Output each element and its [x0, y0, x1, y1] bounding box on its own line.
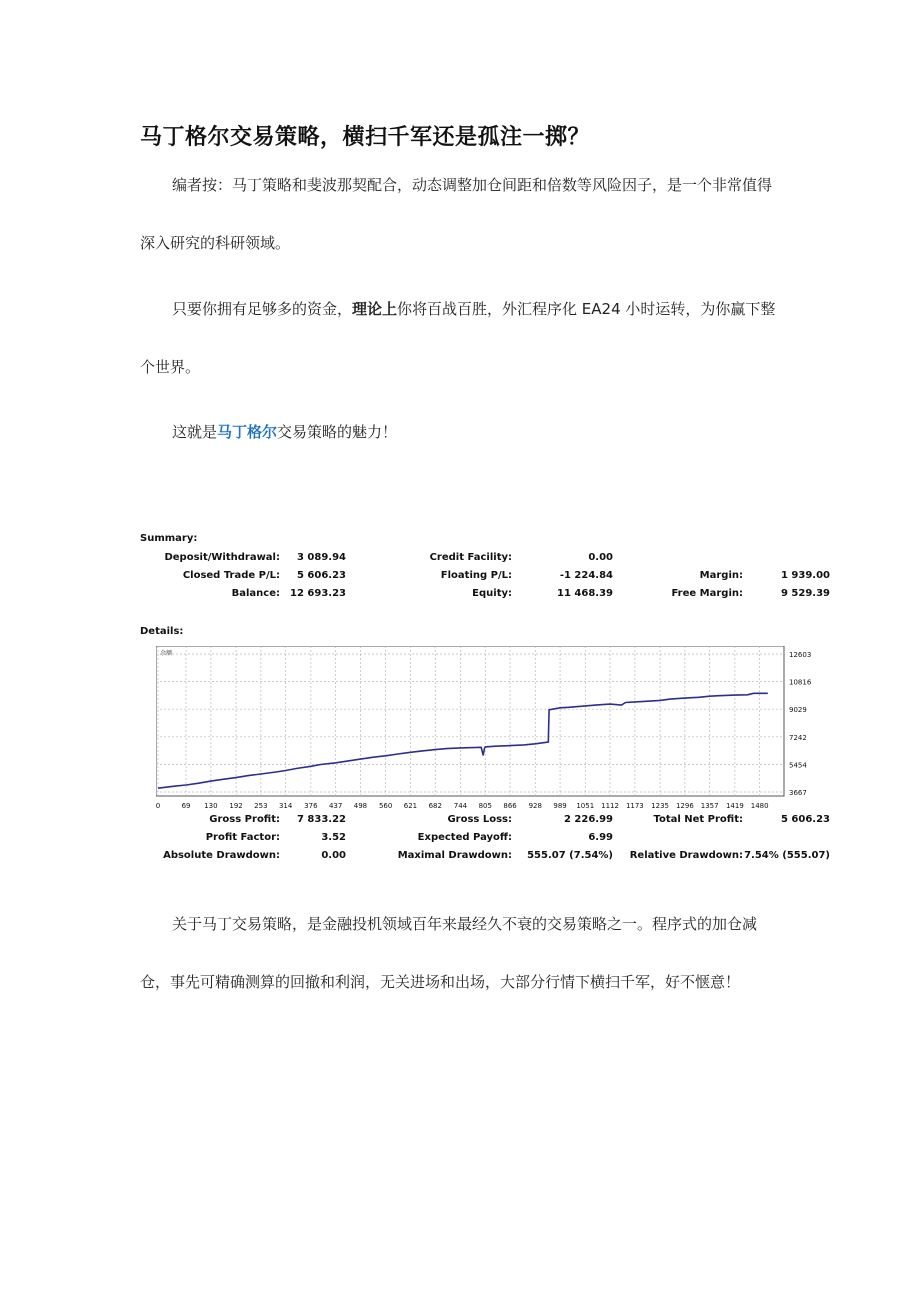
gross-loss-label: Gross Loss:: [447, 814, 512, 825]
plot-frame: [156, 646, 784, 796]
gross-profit-label: Gross Profit:: [209, 814, 280, 825]
x-tick-label: 1173: [625, 802, 644, 810]
y-axis-ticks: [789, 651, 812, 797]
article-title: 马丁格尔交易策略，横扫千军还是孤注一掷？: [140, 125, 591, 150]
balance-chart-svg: [156, 646, 832, 826]
x-tick-label: 1051: [576, 802, 595, 810]
x-tick-label: 1480: [750, 802, 769, 810]
summary-label: Summary:: [140, 533, 198, 544]
deposit-label: Deposit/Withdrawal:: [164, 552, 280, 563]
x-tick-label: 744: [453, 802, 468, 810]
x-tick-label: 682: [428, 802, 442, 810]
strategy-report: [140, 530, 840, 870]
profit-factor-value: 3.52: [321, 832, 346, 843]
free-margin-label: Free Margin:: [671, 588, 743, 599]
x-tick-label: 69: [181, 802, 191, 810]
credit-value: 0.00: [588, 552, 613, 563]
y-tick-label: 9029: [789, 706, 807, 715]
chart-title: 余额: [160, 650, 173, 657]
net-profit-label: Total Net Profit:: [653, 814, 743, 825]
x-tick-label: 1112: [601, 802, 619, 810]
x-tick-label: 130: [204, 802, 218, 810]
y-tick-label: 7242: [789, 733, 807, 742]
x-tick-label: 1296: [675, 802, 694, 810]
y-tick-label: 3667: [789, 789, 807, 797]
balance-value: 12 693.23: [290, 588, 346, 599]
paragraph-conclusion: [140, 895, 780, 1011]
x-tick-label: 1419: [725, 802, 744, 810]
x-tick-label: 314: [278, 802, 293, 810]
paragraph-charm-post: 交易策略的魅力！: [277, 423, 398, 441]
credit-label: Credit Facility:: [429, 552, 512, 563]
paragraph-charm: [140, 403, 780, 461]
x-tick-label: 560: [378, 802, 393, 810]
x-tick-label: 253: [254, 802, 268, 810]
relative-drawdown-label: Relative Drawdown:: [629, 850, 743, 861]
net-profit-value: 5 606.23: [780, 814, 830, 825]
y-tick-label: 10816: [789, 678, 812, 687]
gross-loss-value: 2 226.99: [563, 814, 613, 825]
absolute-drawdown-value: 0.00: [321, 850, 346, 861]
x-axis-ticks: [156, 802, 769, 810]
paragraph-theory-bold: 理论上: [352, 300, 398, 318]
expected-payoff-value: 6.99: [588, 832, 613, 843]
absolute-drawdown-label: Absolute Drawdown:: [163, 850, 280, 861]
paragraph-theory-pre: 只要你拥有足够多的资金，: [172, 300, 353, 318]
margin-label: Margin:: [699, 570, 743, 581]
y-tick-label: 12603: [789, 651, 812, 659]
paragraph-theory: [140, 280, 780, 396]
x-tick-label: 1235: [651, 802, 669, 810]
deposit-value: 3 089.94: [296, 552, 346, 563]
paragraph-theory-post: 你将百战百胜，外汇程序化 EA24 小时运转，为你赢下整个世界。: [140, 300, 776, 376]
editor-note: [140, 156, 780, 272]
martingale-keyword: 马丁格尔: [217, 423, 278, 441]
expected-payoff-label: Expected Payoff:: [417, 832, 512, 843]
x-tick-label: 437: [328, 802, 343, 810]
floating-pl-label: Floating P/L:: [440, 570, 512, 581]
paragraph-conclusion-text: 关于马丁交易策略，是金融投机领域百年来最经久不衰的交易策略之一。程序式的加仓减仓，事先可精确测算的回撤和利润，无关进场和出场，大部分行情下横扫千军，好不惬意！: [140, 915, 758, 991]
x-tick-label: 192: [229, 802, 243, 810]
profit-factor-label: Profit Factor:: [205, 832, 280, 843]
paragraph-charm-pre: 这就是: [172, 423, 218, 441]
y-tick-label: 5454: [789, 761, 807, 770]
x-tick-label: 621: [403, 802, 418, 810]
relative-drawdown-value: 7.54% (555.07): [744, 850, 830, 861]
x-tick-label: 1357: [700, 802, 719, 810]
maximal-drawdown-label: Maximal Drawdown:: [397, 850, 512, 861]
balance-chart: [156, 646, 832, 826]
equity-value: 11 468.39: [557, 588, 613, 599]
x-tick-label: 376: [304, 802, 318, 810]
margin-value: 1 939.00: [780, 570, 830, 581]
closed-pl-value: 5 606.23: [296, 570, 346, 581]
details-label: Details:: [140, 626, 184, 637]
free-margin-value: 9 529.39: [780, 588, 830, 599]
maximal-drawdown-value: 555.07 (7.54%): [527, 850, 613, 861]
x-tick-label: 866: [503, 802, 517, 810]
x-tick-label: 0: [156, 802, 161, 810]
x-tick-label: 928: [528, 802, 542, 810]
equity-label: Equity:: [472, 588, 512, 599]
floating-pl-value: -1 224.84: [559, 570, 613, 581]
x-tick-label: 989: [553, 802, 567, 810]
x-tick-label: 498: [353, 802, 368, 810]
editor-note-text: 编者按：马丁策略和斐波那契配合，动态调整加仓间距和倍数等风险因子，是一个非常值得深入研究的科研领域。: [140, 176, 773, 252]
gross-profit-value: 7 833.22: [296, 814, 346, 825]
closed-pl-label: Closed Trade P/L:: [182, 570, 280, 581]
balance-label: Balance:: [231, 588, 280, 599]
x-tick-label: 805: [478, 802, 492, 810]
